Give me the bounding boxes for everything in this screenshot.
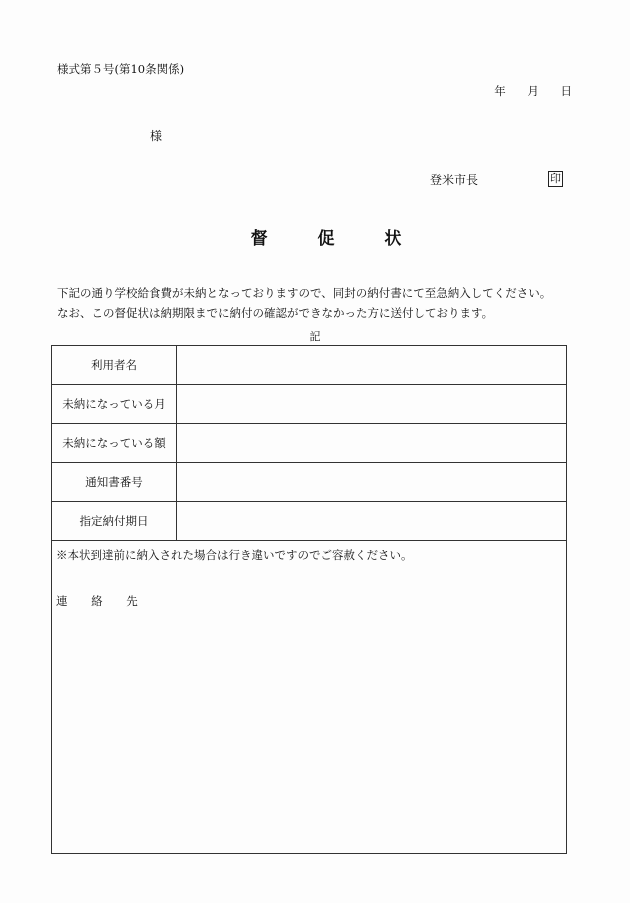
table-row: [52, 346, 566, 385]
table-row: [52, 424, 566, 463]
issue-date: 年 月 日: [494, 84, 572, 98]
due-date-label: 指定納付期日: [52, 502, 177, 540]
table-row: [52, 463, 566, 502]
ki-heading: 記: [309, 330, 321, 343]
notice-number-value[interactable]: [177, 463, 566, 501]
document-title: 督 促 状: [250, 229, 424, 249]
notice-number-label: 通知書番号: [52, 463, 177, 501]
body-text-line-1: 下記の通り学校給食費が未納となっておりますので、同封の納付書にて至急納入してください。: [57, 286, 552, 300]
form-number: 様式第５号(第10条関係): [57, 62, 185, 76]
seal-box: 印: [550, 172, 561, 185]
due-date-value[interactable]: [177, 502, 566, 540]
unpaid-amount-value[interactable]: [177, 424, 566, 462]
unpaid-amount-label: 未納になっている額: [52, 424, 177, 462]
body-text-line-2: なお、この督促状は納期限までに納付の確認ができなかった方に送付しております。: [57, 306, 494, 320]
notice-text: ※本状到達前に納入された場合は行き違いですのでご容赦ください。: [56, 548, 413, 562]
contact-label: 連 絡 先: [56, 594, 148, 608]
table-row: [52, 385, 566, 424]
notes-area: [52, 541, 566, 609]
table-row: [52, 502, 566, 541]
unpaid-month-label: 未納になっている月: [52, 385, 177, 423]
user-name-value[interactable]: [177, 346, 566, 384]
unpaid-month-value[interactable]: [177, 385, 566, 423]
user-name-label: 利用者名: [52, 346, 177, 384]
details-table: [51, 345, 567, 854]
recipient-honorific: 様: [150, 129, 163, 143]
issuer-name: 登米市長: [430, 173, 479, 187]
